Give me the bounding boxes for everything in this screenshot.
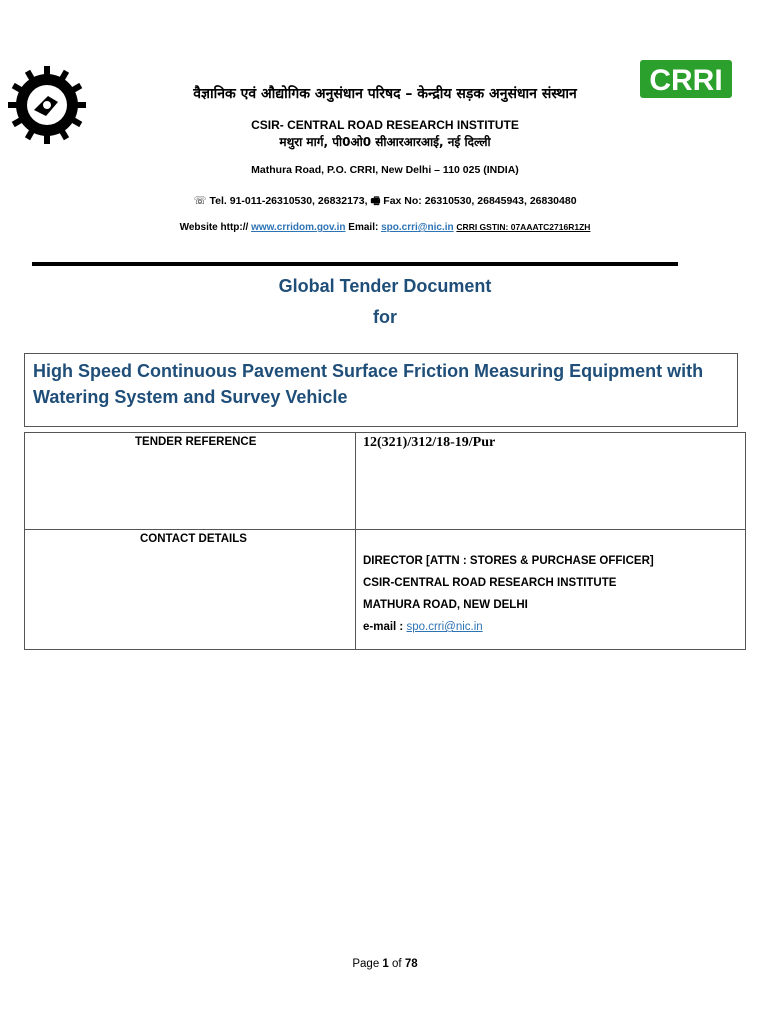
tender-info-table	[24, 432, 746, 650]
web-line	[0, 222, 770, 233]
project-title: High Speed Continuous Pavement Surface Friction Measuring Equipment with Watering System and Survey Vehicle	[33, 361, 704, 407]
gstin-text: CRRI GSTIN: 07AAATC2716R1ZH	[456, 222, 591, 232]
institute-name: CSIR- CENTRAL ROAD RESEARCH INSTITUTE	[251, 118, 519, 132]
page-number	[0, 958, 770, 970]
page-total: 78	[404, 958, 418, 970]
project-title-box	[24, 353, 738, 427]
document-for: for	[373, 307, 397, 327]
contact-line-2: CSIR-CENTRAL ROAD RESEARCH INSTITUTE	[363, 577, 617, 589]
phone-icon: ☏	[193, 195, 207, 207]
contact-line	[0, 193, 770, 211]
email-label: Email:	[348, 222, 379, 233]
website-link[interactable]: www.crridom.gov.in	[251, 222, 346, 233]
table-column-divider	[355, 433, 356, 649]
tender-reference-value: 12(321)/312/18-19/Pur	[363, 435, 496, 450]
hindi-title: वैज्ञानिक एवं औद्योगिक अनुसंधान परिषद – केन्द्रीय सड़क अनुसंधान संस्थान	[193, 86, 577, 102]
contact-details-label: CONTACT DETAILS	[140, 533, 247, 545]
contact-line-3: MATHURA ROAD, NEW DELHI	[363, 599, 528, 611]
document-title: Global Tender Document	[278, 276, 492, 296]
fax-text: Fax No: 26310530, 26845943, 26830480	[383, 195, 577, 207]
of-word: of	[392, 958, 402, 970]
contact-email-link[interactable]: spo.crri@nic.in	[406, 621, 483, 633]
contact-email-line	[363, 621, 483, 633]
contact-line-1: DIRECTOR [ATTN : STORES & PURCHASE OFFICER]	[363, 555, 654, 567]
tel-text: Tel. 91-011-26310530, 26832173,	[209, 195, 368, 207]
address-line: Mathura Road, P.O. CRRI, New Delhi – 110 025 (INDIA)	[251, 164, 519, 176]
website-label: Website http://	[179, 222, 249, 233]
page-word: Page	[352, 958, 380, 970]
tender-reference-label: TENDER REFERENCE	[135, 436, 257, 448]
header-divider	[32, 262, 678, 266]
table-row-divider	[25, 529, 745, 530]
hindi-address: मथुरा मार्ग, पी0ओ0 सीआरआरआई, नई दिल्ली	[279, 135, 491, 149]
contact-email-label: e-mail :	[363, 621, 404, 633]
email-link[interactable]: spo.crri@nic.in	[381, 222, 454, 233]
fax-icon: 🖷	[370, 195, 381, 207]
svg-text:CRRI: CRRI	[649, 64, 723, 97]
page-current: 1	[382, 958, 389, 970]
